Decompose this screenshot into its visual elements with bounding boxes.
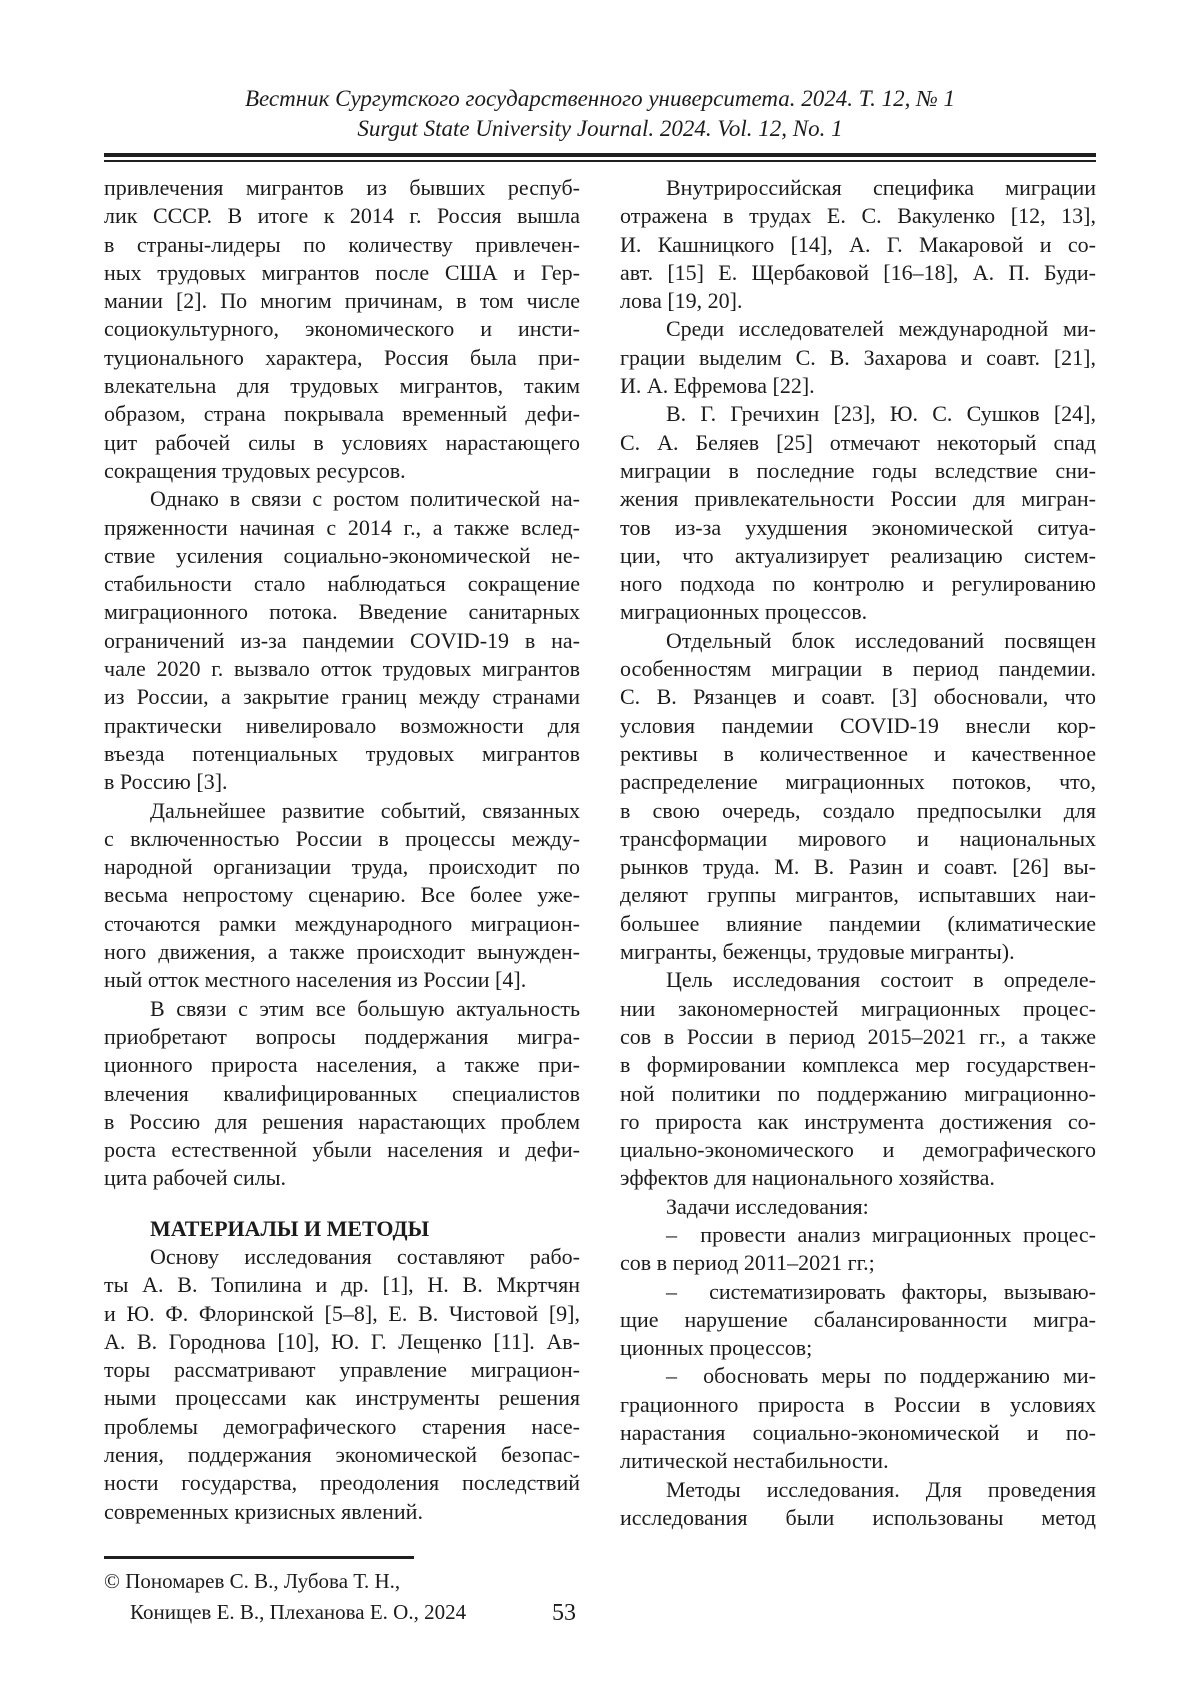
text-line: нарастания социально-экономической и по- — [620, 1420, 1096, 1446]
text-line: В связи с этим все большую актуальность — [150, 995, 580, 1021]
text-line: стабильности стало наблюдаться сокращение — [104, 571, 580, 597]
text-line: приобретают вопросы поддержания мигра- — [104, 1023, 580, 1049]
text-line: В. Г. Гречихин [23], Ю. С. Сушков [24], — [666, 401, 1096, 427]
text-line: из России, а закрытие границ между странами — [104, 684, 580, 710]
text-line: – провести анализ миграционных процес- — [666, 1221, 1096, 1247]
text-line: Однако в связи с ростом политической на- — [150, 486, 580, 512]
paragraph — [620, 1278, 1096, 1363]
text-line: рективы в количественное и качественное — [620, 740, 1096, 766]
text-line: ции, что актуализирует реализацию систем- — [620, 542, 1096, 568]
page-number: 53 — [552, 1600, 576, 1626]
page-content — [104, 0, 1096, 1532]
text-line: грационного прироста в России в условиях — [620, 1391, 1096, 1417]
text-line: И. Кашницкого [14], А. Г. Макаровой и со- — [620, 231, 1096, 257]
text-line: современных кризисных явлений. — [104, 1498, 423, 1524]
text-line: мигранты, беженцы, трудовые мигранты). — [620, 939, 1015, 965]
text-line: Внутрироссийская специфика миграции — [666, 175, 1096, 200]
text-line: Дальнейшее развитие событий, связанных — [150, 797, 580, 823]
footnote-divider — [104, 1556, 414, 1559]
text-line: ограничений из-за пандемии COVID-19 в на- — [104, 627, 580, 653]
text-line: отражена в трудах Е. С. Вакуленко [12, 13], — [620, 203, 1096, 229]
journal-title-ru: Вестник Сургутского государственного университета. 2024. Т. 12, № 1 — [244, 86, 956, 111]
text-line: торы рассматривают управление миграцион- — [104, 1357, 580, 1383]
text-line: весьма непростому сценарию. Все более уже- — [104, 882, 580, 908]
text-line: практически нивелировало возможности для — [104, 712, 580, 738]
text-line: трансформации мирового и национальных — [620, 825, 1096, 851]
text-line: грации выделим С. В. Захарова и соавт. [21], — [620, 344, 1096, 370]
text-line: ной политики по поддержанию миграционно- — [620, 1080, 1096, 1106]
text-line: проблемы демографического старения насе- — [104, 1413, 580, 1439]
text-line: Основу исследования составляют рабо- — [150, 1243, 580, 1269]
text-line: с включенностью России в процессы между- — [104, 825, 580, 851]
text-line: сточаются рамки международного миграцион- — [104, 910, 580, 936]
text-line: деляют группы мигрантов, испытавших наи- — [620, 882, 1096, 908]
text-line: Задачи исследования: — [666, 1193, 869, 1219]
paragraph — [620, 627, 1096, 967]
copyright-line: © Пономарев С. В., Лубова Т. Н., — [104, 1569, 401, 1593]
text-line: миграционных процессов. — [620, 599, 868, 625]
text-line: ных трудовых мигрантов после США и Гер- — [104, 259, 580, 285]
page-footer — [104, 1556, 1096, 1666]
text-line: ления, поддержания экономической безопас- — [104, 1442, 580, 1468]
text-line: в Россию для решения нарастающих проблем — [104, 1108, 580, 1134]
text-columns — [104, 174, 1096, 1532]
text-line: ционных процессов; — [620, 1335, 813, 1361]
text-line: образом, страна покрывала временный дефи- — [104, 401, 580, 427]
copyright-line: Конищев Е. В., Плеханова Е. О., 2024 — [130, 1600, 467, 1624]
text-line: в свою очередь, создало предпосылки для — [620, 797, 1096, 823]
section-heading: МАТЕРИАЛЫ И МЕТОДЫ — [150, 1215, 430, 1241]
paragraph — [620, 1476, 1096, 1533]
text-line: Методы исследования. Для проведения — [666, 1476, 1096, 1502]
text-line: народной организации труда, происходит по — [104, 854, 580, 880]
text-line: большее влияние пандемии (климатические — [620, 910, 1096, 936]
text-line: роста естественной убыли населения и дефи- — [104, 1137, 580, 1163]
left-column — [104, 174, 580, 1532]
text-line: туционального характера, Россия была при- — [104, 344, 580, 370]
paragraph — [620, 1193, 1096, 1221]
paragraph — [104, 995, 580, 1193]
text-line: авт. [15] Е. Щербаковой [16–18], А. П. Буди- — [620, 259, 1096, 285]
text-line: го прироста как инструмента достижения со- — [620, 1108, 1096, 1134]
header-divider — [104, 153, 1096, 162]
text-line: А. В. Городнова [10], Ю. Г. Лещенко [11]. Ав- — [104, 1328, 580, 1354]
text-line: влекательна для трудовых мигрантов, таким — [104, 373, 580, 399]
text-line: И. А. Ефремова [22]. — [620, 373, 815, 399]
text-line: лик СССР. В итоге к 2014 г. Россия вышла — [104, 203, 580, 229]
text-line: распределение миграционных потоков, что, — [620, 769, 1096, 795]
journal-header — [104, 0, 1096, 144]
text-line: жения привлекательности России для мигран- — [620, 486, 1096, 512]
paragraph — [620, 400, 1096, 626]
text-line: Цель исследования состоит в определе- — [666, 967, 1096, 993]
text-line: – систематизировать факторы, вызываю- — [666, 1278, 1096, 1304]
text-line: С. В. Рязанцев и соавт. [3] обосновали, что — [620, 684, 1096, 710]
text-line: в формировании комплекса мер государствен- — [620, 1052, 1096, 1078]
text-line: рынков труда. М. В. Разин и соавт. [26] вы- — [620, 854, 1096, 880]
text-line: ными процессами как инструменты решения — [104, 1385, 580, 1411]
right-column — [620, 174, 1096, 1532]
paragraph — [104, 174, 580, 485]
text-line: миграционного потока. Введение санитарных — [104, 599, 580, 625]
text-line: мании [2]. По многим причинам, в том числе — [104, 288, 580, 314]
text-line: в Россию [3]. — [104, 769, 228, 795]
text-line: сов в России в период 2015–2021 гг., а также — [620, 1023, 1096, 1049]
text-line: и Ю. Ф. Флоринской [5–8], Е. В. Чистовой [9], — [104, 1300, 580, 1326]
text-line: условия пандемии COVID-19 внесли кор- — [620, 712, 1096, 738]
paragraph — [104, 797, 580, 995]
paragraph — [620, 1362, 1096, 1475]
text-line: циально-экономического и демографического — [620, 1137, 1096, 1163]
paragraph — [620, 315, 1096, 400]
text-line: въезда потенциальных трудовых мигрантов — [104, 740, 580, 766]
text-line: ного подхода по контролю и регулированию — [620, 571, 1096, 597]
paragraph — [104, 1243, 580, 1526]
text-line: особенностям миграции в период пандемии. — [620, 656, 1096, 682]
text-line: ствие усиления социально-экономической не- — [104, 542, 580, 568]
text-line: С. А. Беляев [25] отмечают некоторый спад — [620, 429, 1096, 455]
text-line: ционного прироста населения, а также при- — [104, 1052, 580, 1078]
text-line: Среди исследователей международной ми- — [666, 316, 1096, 342]
paragraph — [104, 485, 580, 796]
text-line: Отдельный блок исследований посвящен — [666, 627, 1096, 653]
text-line: сокращения трудовых ресурсов. — [104, 457, 406, 483]
text-line: в страны-лидеры по количеству привлечен- — [104, 231, 580, 257]
paragraph — [620, 1221, 1096, 1278]
text-line: тов из-за ухудшения экономической ситуа- — [620, 514, 1096, 540]
text-line: миграции в последние годы вследствие сни- — [620, 457, 1096, 483]
text-line: ного движения, а также происходит вынужден- — [104, 939, 580, 965]
text-line: – обосновать меры по поддержанию ми- — [666, 1363, 1096, 1389]
text-line: щие нарушение сбалансированности мигра- — [620, 1306, 1096, 1332]
paragraph — [620, 966, 1096, 1192]
text-line: ности государства, преодоления последствий — [104, 1470, 580, 1496]
text-line: нии закономерностей миграционных процес- — [620, 995, 1096, 1021]
text-line: цит рабочей силы в условиях нарастающего — [104, 429, 580, 455]
text-line: ты А. В. Топилина и др. [1], Н. В. Мкртчян — [104, 1272, 580, 1298]
text-line: литической нестабильности. — [620, 1448, 889, 1474]
text-line: чале 2020 г. вызвало отток трудовых мигрантов — [104, 656, 580, 682]
text-line: социокультурного, экономического и инсти- — [104, 316, 580, 342]
text-line: исследования были использованы метод — [620, 1504, 1096, 1530]
journal-title-en: Surgut State University Journal. 2024. Vol. 12, No. 1 — [357, 116, 843, 141]
text-line: привлечения мигрантов из бывших респуб- — [104, 175, 580, 200]
text-line: лова [19, 20]. — [620, 288, 743, 314]
text-line: цита рабочей силы. — [104, 1165, 286, 1191]
text-line: ный отток местного населения из России [4]. — [104, 967, 527, 993]
paragraph — [620, 174, 1096, 315]
text-line: эффектов для национального хозяйства. — [620, 1165, 995, 1191]
text-line: сов в период 2011–2021 гг.; — [620, 1250, 875, 1276]
text-line: влечения квалифицированных специалистов — [104, 1080, 580, 1106]
text-line: пряженности начиная с 2014 г., а также вслед- — [104, 514, 580, 540]
